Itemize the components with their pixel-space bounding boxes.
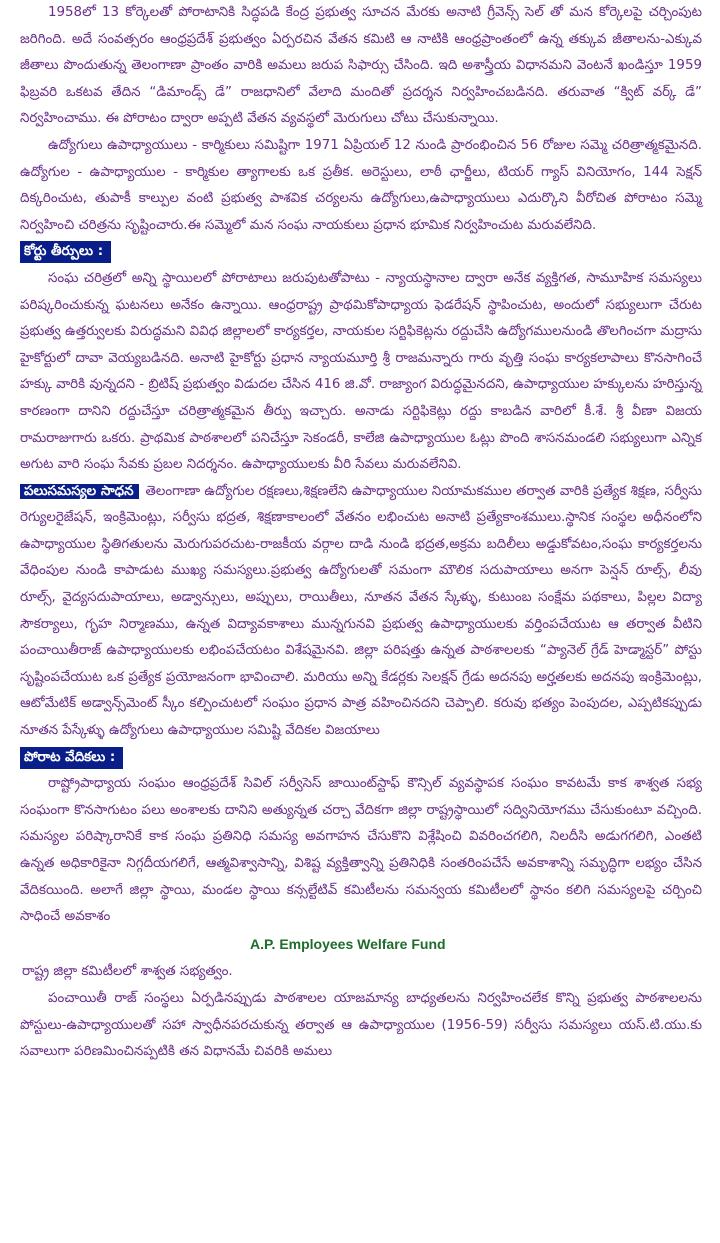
intro-paragraph-2: ఉద్యోగులు ఉపాధ్యాయులు - కార్మికులు సమిష్టిగా 1971 ఏప్రియల్ 12 నుండి ప్రారంభించిన 56 రోజుల సమ్మె చరిత్రాత్మకమైనది. ఉద్యోగుల - ఉపాధ్యాయుల - కార్మికుల త్యాగాలకు ఒక ప్రతీక. అరెస్టులు, లాఠీ ఛార్జీలు, టియర్ గ్యాస్ వినియోగం, 144 సెక్షన్ దిక్కరించుట, తుపాకీ కాల్పుల వంటి ప్రభుత్వ పాశవిక చర్యలను ఉద్యోగులు,ఉపాధ్యాయులు ఎదుర్కొని వీరోచిత పోరాటం సమ్మె నిర్వహించి చరిత్రను సృష్టించారు.ఈ సమ్మెలో మన సంఘ నాయకులు ప్రధాన భూమిక నిర్వహించుట మరువలేనిది.: [20, 137, 702, 233]
court-heading: కోర్టు తీర్పులు :: [20, 241, 111, 263]
court-paragraph: సంఘ చరిత్రలో అన్ని స్థాయిలలో పోరాటాలు జరుపుటతోపాటు - న్యాయస్థానాల ద్వారా అనేక వ్యక్తిగత, సామూహిక సమస్యలు పరిష్కరించుకున్న ఘటనలు అనేకం ఉన్నాయి. ఆంధ్రరాష్ట్ర ప్రాథమికోపాధ్యాయ ఫెడరేషన్ స్థాపించుట, అందులో సభ్యులుగా చేరుట ప్రభుత్వ ఉత్తర్వులకు విరుద్ధమని వివిధ జిల్లాలలో కార్యకర్తల, నాయకుల సర్టిఫికెట్లను రద్దుచేసి ఉద్యోగములనుండి తొలగించగా మద్రాసు హైకోర్టులో దావా వెయ్యబడినది. అనాటి హైకోర్టు ప్రధాన న్యాయమూర్తి శ్రీ రాజమన్నారు గారు వృత్తి సంఘ కార్యకలాపాలు కొనసాగించే హక్కు వారికి వున్నదని - బ్రిటిష్ ప్రభుత్వం విడుదల చేసిన 416 జి.వో. రాజ్యాంగ విరుద్ధమైనదని, ఉపాధ్యాయుల హక్కులను హరిస్తున్న కారణంగా దానిని రద్దుచేస్తూ చరిత్రాత్మకమైన తీర్పు ఇచ్చారు. అనాడు సర్టిఫికెట్లు రద్దు కాబడిన వారిలో కీ.శే. శ్రీ వీణా విజయ రామరాజుగారు ఒకరు. ప్రాథమిక పాఠశాలలో పనిచేస్తూ సెకండరీ, కాలేజి ఉపాధ్యాయుల ఓట్లు పొంది శాసనమండలి సభ్యులుగా ఎన్నిక అగుట వారి సంఘ సేవకు ప్రబల నిదర్శనం. ఉపాధ్యాయులకు వీరి సేవలు మరువలేనివి.: [20, 270, 702, 473]
forums-section-header: [20, 745, 702, 772]
achievements-paragraph: [20, 479, 702, 745]
intro-paragraph-1: 1958లో 13 కోర్కెలతో పోరాటానికి సిద్ధపడి కేంద్ర ప్రభుత్వ సూచన మేరకు అనాటి గ్రీవెన్స్ సెల్ తో మన కోర్కెలపై చర్చింపుట జరిగింది. అదే సంవత్సరం ఆంధ్రప్రదేశ్ ప్రభుత్వం ఏర్పరచిన వేతన కమిటి ఆ నాటికి ఆంధ్రప్రాంతంలో ఉన్న తక్కువ జీతాలను-ఎక్కువ జీతాలు పొందుతున్న తెలంగాణా ప్రాంతం వారికి అమలు జరుప సిఫార్సు చేసింది. ఇది అశాస్త్రీయ విధానమని వెంటనే ఖండిస్తూ 1959 ఫిబ్రవరి ఒకటవ తేదిన “డిమాండ్స్ డే” రాజధానిలో వేలాది మందితో ప్రదర్శన నిర్వహించబడినది. తరువాత “క్విట్ వర్క్ డే” నిర్వహించాము. ఈ పోరాటం ద్వారా అప్పటి వేతన వ్యవస్థలో మెరుగులు చోటు చేసుకున్నాయి.: [20, 5, 702, 127]
forums-heading: పోరాట వేదికలు :: [20, 747, 123, 769]
welfare-fund-line: [20, 931, 702, 960]
welfare-fund-tail: రాష్ట్ర జిల్లా కమిటీలలో శాశ్వత సభ్యత్వం.: [22, 964, 233, 980]
forums-paragraph: రాష్ట్రోపాధ్యాయ సంఘం ఆంధ్రప్రదేశ్ సివిల్ సర్వీసెస్ జాయింట్‌స్టాఫ్ కౌన్సిల్ వ్యవస్థాపక సంఘం కావటమే కాక శాశ్వత సభ్య సంఘంగా కొనసాగుటం పలు అంశాలకు దానిని అత్యున్నత చర్చా వేదికగా జిల్లా రాష్ట్రస్థాయిలో సద్వినియోగము చేసుకుంటూ వచ్చింది. సమస్యల పరిష్కారానికే కాక సంఘ ప్రతినిధి సమస్య అవగాహన చేసుకొని విశ్లేషించి వివరించగలిగి, నిలదీసి అడుగగలిగి, ఎంతటి ఉన్నత అధికారికైనా నిగ్గదీయగలిగే, ఆత్మవిశ్వాసాన్ని, విశిష్ట వ్యక్తిత్వాన్ని ప్రతినిధికి సంతరింపచేసే అవకాశాన్ని సమృద్ధిగా లభ్యం చేసిన వేదికయింది. అలాగే జిల్లా స్థాయి, మండల స్థాయి కన్సల్టేటివ్ కమిటీలను సమన్వయ కమిటీలలో స్థానం కలిగి సమస్యలపై చర్చించి సాధించే అవకాశం: [20, 776, 702, 925]
court-section-header: [20, 239, 702, 266]
closing-paragraph: పంచాయితీ రాజ్ సంస్థలు ఏర్పడినప్పుడు పాఠశాలల యాజమాన్య బాధ్యతలను నిర్వహించలేక కొన్ని ప్రభుత్వ పాఠశాలలను పోస్టులు-ఉపాధ్యాయులతో సహా స్వాధీనపరచుకున్న తర్వాత ఆ ఉపాధ్యాయుల (1956-59) సర్వీసు సమస్యలు యస్.టి.యు.కు సవాలుగా పరిణమించినప్పటికి తన విధానమే చివరికి అమలు: [20, 990, 702, 1060]
achievements-text: తెలంగాణా ఉద్యోగుల రక్షణలు,శిక్షణలేని ఉపాధ్యాయుల నియామకముల తర్వాత వారికి ప్రత్యేక శిక్షణ, సర్వీసు రెగ్యులరైజేషన్, ఇంక్రిమెంట్లు, సర్వీసు భద్రత, శిక్షణాకాలంలో వేతనం లభించుట అనాటి ప్రత్యేకాంశములు.స్థానిక సంస్థల అధీనంలోని ఉపాధ్యాయుల స్థితిగతులను మెరుగుపరచుట-రాజకీయ వర్గాల దాడి నుండి భద్రత,అక్రమ బదిలీలు అడ్డుకోవటం,సంఘ కార్యకర్తలను వేధింపుల నుండి కాపాడుట ముఖ్య సమస్యలు.ప్రభుత్వ ఉద్యోగులతో సమంగా మౌలిక సదుపాయాలు అనగా పెన్షన్ రూల్స్, లీవు రూల్స్, వైద్యసదుపాయాలు, అడ్వాన్సులు, అప్పులు, రాయితీలు, నూతన వేతన స్కేళ్ళు, కుటుంబ సంక్షేమ పథకాలు, పిల్లల విద్యా సౌకర్యాలు, గృహ నిర్మాణము, ఉన్నత విద్యావకాశాలు మున్నగునవి ప్రభుత్వ ఉపాధ్యాయులకు వర్తింపచేయుట ఆ తర్వాత వీటిని పంచాయితీరాజ్ ఉపాధ్యాయులకు లభింపచేయటం విశేషమైనవి. జిల్లా పరిషత్తు ఉన్నత పాఠశాలలకు “ప్యానెల్ గ్రేడ్ హెడ్మాస్టర్” పోస్టు సృష్టింపచేయుట ఒక ప్రత్యేక ప్రయోజనంగా భావించాలి. మరియు అన్ని కేడర్లకు సెలక్షన్ గ్రేడు అదనపు అర్హతలకు అదనపు ఇంక్రిమెంట్లు, ఆటోమేటిక్ అడ్వాన్స్‌మెంట్ స్కీం కల్పించుటలో సంఘం ప్రధాన పాత్ర వహించినదని చెప్పాలి. కరువు భత్యం పెంపుదల, ఎప్పటికప్పుడు నూతన పేస్కేళ్ళు ఉద్యోగులు ఉపాధ్యాయుల సమిష్టి వేదికల విజయాలు: [20, 483, 702, 739]
achievements-heading: పలుసమస్యల సాధన: [20, 484, 139, 499]
welfare-fund-name: A.P. Employees Welfare Fund: [250, 935, 446, 952]
